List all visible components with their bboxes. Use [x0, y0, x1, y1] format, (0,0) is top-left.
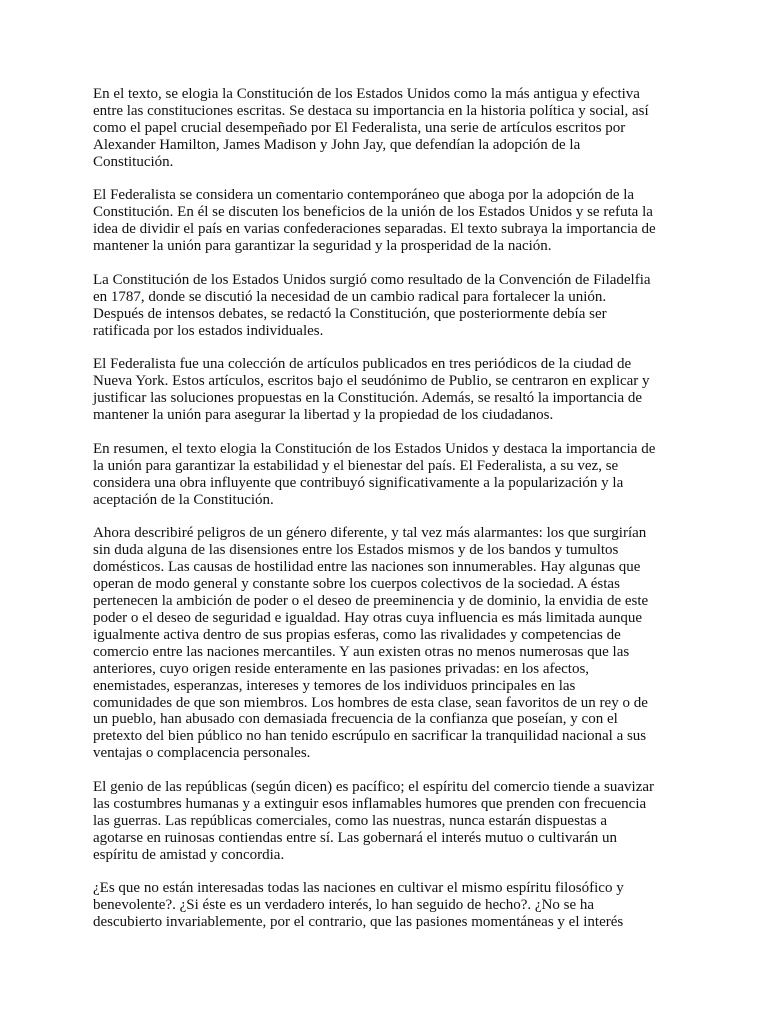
document-page [93, 86, 683, 948]
paragraph-7: El genio de las repúblicas (según dicen) es pacífico; el espíritu del comercio tiende a suavizar las costumbres humanas y a extinguir esos inflamables humores que prenden con frecuencia las guerras. Las repúblicas comerciales, como las nuestras, nunca estarán dispuestas a agotarse en ruinosas contiendas entre sí. Las gobernará el interés mutuo o cultivarán un espíritu de amistad y concordia. [93, 779, 655, 863]
paragraph-6: Ahora describiré peligros de un género diferente, y tal vez más alarmantes: los que surgirían sin duda alguna de las disensiones entre los Estados mismos y de los bandos y tumultos domésticos. Las causas de hostilidad entre las naciones son innumerables. Hay algunas que operan de modo general y constante sobre los cuerpos colectivos de la sociedad. A éstas pertenecen la ambición de poder o el deseo de preeminencia y de dominio, la envidia de este poder o el deseo de seguridad e igualdad. Hay otras cuya influencia es más limitada aunque igualmente activa dentro de sus propias esferas, como las rivalidades y competencias de comercio entre las naciones mercantiles. Y aun existen otras no menos numerosas que las anteriores, cuyo origen reside enteramente en las pasiones privadas: en los afectos, enemistades, esperanzas, intereses y temores de los individuos principales en las comunidades de que son miembros. Los hombres de esta clase, sean favoritos de un rey o de un pueblo, han abusado con demasiada frecuencia de la confianza que poseían, y con el pretexto del bien público no han tenido escrúpulo en sacrificar la tranquilidad nacional a sus ventajas o complacencia personales. [93, 525, 649, 762]
paragraph-2: El Federalista se considera un comentario contemporáneo que aboga por la adopción de la Constitución. En él se discuten los beneficios de la unión de los Estados Unidos y se refuta la idea de dividir el país en varias confederaciones separadas. El texto subraya la importancia de mantener la unión para garantizar la seguridad y la prosperidad de la nación. [93, 187, 656, 255]
paragraph-4: El Federalista fue una colección de artículos publicados en tres periódicos de la ciudad de Nueva York. Estos artículos, escritos bajo el seudónimo de Publio, se centraron en explicar y justificar las soluciones propuestas en la Constitución. Además, se resaltó la importancia de mantener la unión para asegurar la libertad y la propiedad de los ciudadanos. [93, 356, 650, 424]
paragraph-3: La Constitución de los Estados Unidos surgió como resultado de la Convención de Filadelfia en 1787, donde se discutió la necesidad de un cambio radical para fortalecer la unión. Después de intensos debates, se redactó la Constitución, que posteriormente debía ser ratificada por los estados individuales. [93, 271, 651, 339]
paragraph-5: En resumen, el texto elogia la Constitución de los Estados Unidos y destaca la importancia de la unión para garantizar la estabilidad y el bienestar del país. El Federalista, a su vez, se considera una obra influyente que contribuyó significativamente a la popularización y la aceptación de la Constitución. [93, 440, 656, 508]
paragraph-1: En el texto, se elogia la Constitución de los Estados Unidos como la más antigua y efectiva entre las constituciones escritas. Se destaca su importancia en la historia política y social, así como el papel crucial desempeñado por El Federalista, una serie de artículos escritos por Alexander Hamilton, James Madison y John Jay, que defendían la adopción de la Constitución. [93, 86, 649, 170]
paragraph-8: ¿Es que no están interesadas todas las naciones en cultivar el mismo espíritu filosófico y benevolente?. ¿Si éste es un verdadero interés, lo han seguido de hecho?. ¿No se ha descubierto invariablemente, por el contrario, que las pasiones momentáneas y el interés [93, 880, 624, 931]
